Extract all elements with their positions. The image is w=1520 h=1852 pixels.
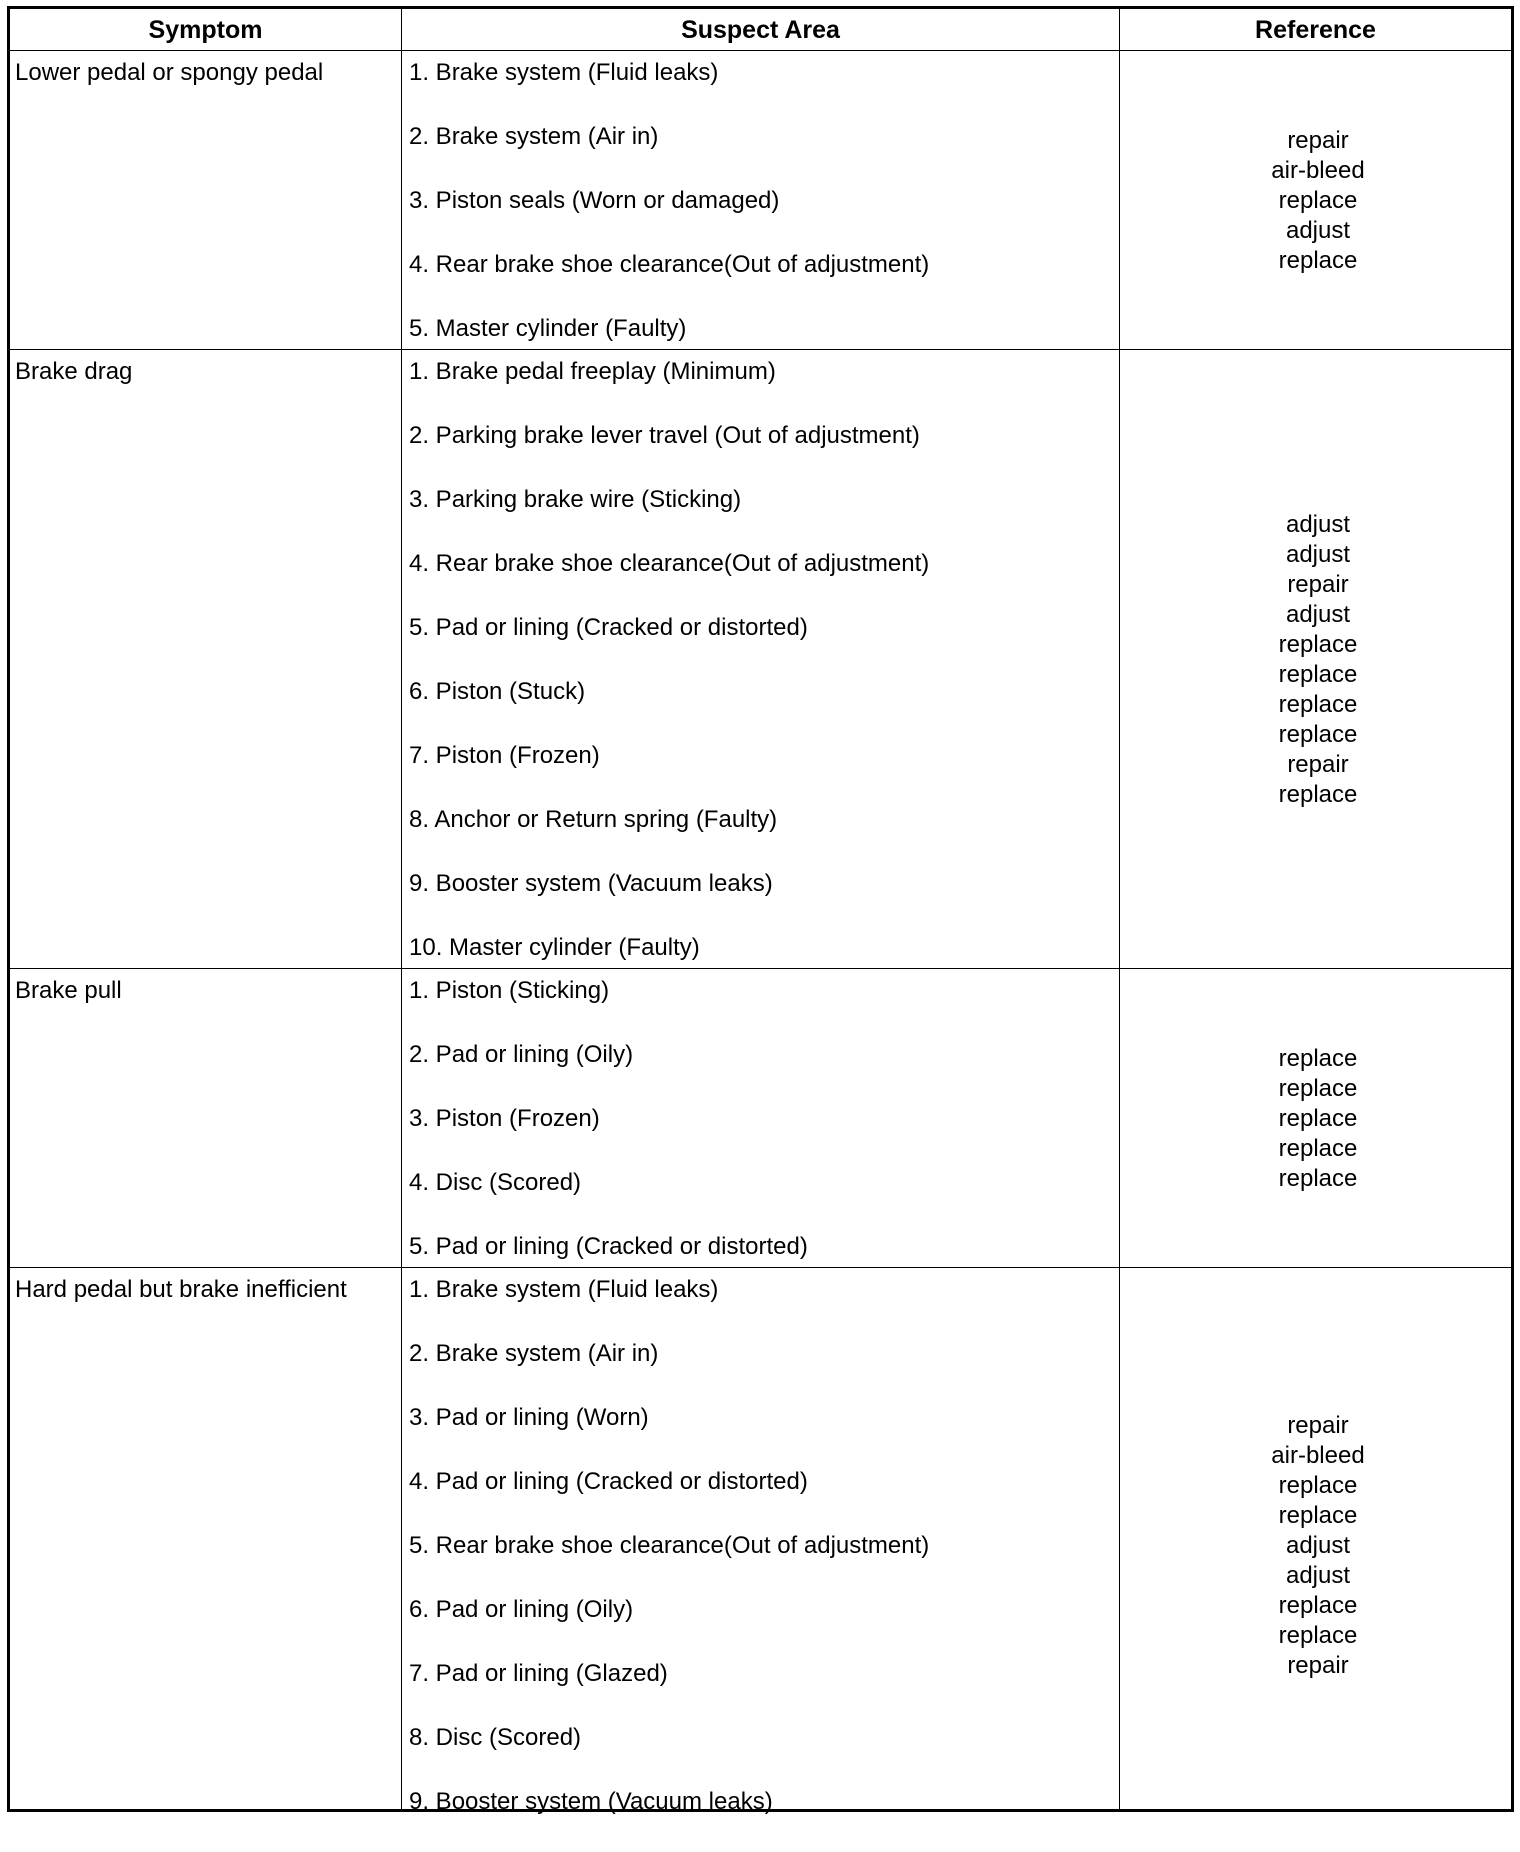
suspect-item: 1. Brake system (Fluid leaks)	[409, 1276, 719, 1303]
column-divider	[401, 9, 402, 1809]
reference-list	[1124, 126, 1512, 276]
reference-item: replace	[1278, 1045, 1358, 1072]
suspect-item: 7. Piston (Frozen)	[409, 742, 600, 769]
reference-list	[1124, 1044, 1512, 1194]
reference-item: replace	[1278, 1622, 1358, 1649]
suspect-item: 3. Parking brake wire (Sticking)	[409, 486, 742, 513]
suspect-item: 2. Pad or lining (Oily)	[409, 1041, 634, 1068]
suspect-list	[409, 1276, 1119, 1852]
suspect-item: 4. Rear brake shoe clearance(Out of adjustment)	[409, 550, 930, 577]
reference-item: adjust	[1285, 511, 1351, 538]
reference-item: adjust	[1285, 1562, 1351, 1589]
reference-list	[1124, 1411, 1512, 1681]
symptom-cell: Hard pedal but brake inefficient	[15, 1276, 347, 1303]
suspect-item: 3. Piston seals (Worn or damaged)	[409, 187, 780, 214]
reference-item: replace	[1278, 661, 1358, 688]
suspect-list	[409, 59, 1119, 379]
suspect-item: 8. Disc (Scored)	[409, 1724, 582, 1751]
reference-item: adjust	[1285, 217, 1351, 244]
reference-item: air-bleed	[1271, 157, 1365, 184]
reference-item: replace	[1278, 1105, 1358, 1132]
symptom-cell: Brake drag	[15, 358, 133, 385]
reference-item: replace	[1278, 1075, 1358, 1102]
suspect-item: 2. Brake system (Air in)	[409, 1340, 659, 1367]
reference-item: replace	[1278, 781, 1358, 808]
reference-item: repair	[1287, 1412, 1349, 1439]
reference-list	[1124, 510, 1512, 810]
reference-item: replace	[1278, 1472, 1358, 1499]
reference-item: adjust	[1285, 541, 1351, 568]
symptom-cell: Brake pull	[15, 977, 122, 1004]
suspect-item: 3. Piston (Frozen)	[409, 1105, 600, 1132]
suspect-item: 7. Pad or lining (Glazed)	[409, 1660, 668, 1687]
reference-item: adjust	[1285, 601, 1351, 628]
reference-item: replace	[1278, 1592, 1358, 1619]
suspect-item: 1. Piston (Sticking)	[409, 977, 610, 1004]
reference-item: replace	[1278, 1165, 1358, 1192]
suspect-item: 3. Pad or lining (Worn)	[409, 1404, 649, 1431]
symptom-cell: Lower pedal or spongy pedal	[15, 59, 324, 86]
suspect-item: 4. Rear brake shoe clearance(Out of adjustment)	[409, 251, 930, 278]
suspect-item: 6. Piston (Stuck)	[409, 678, 586, 705]
suspect-item: 1. Brake system (Fluid leaks)	[409, 59, 719, 86]
suspect-item: 10. Master cylinder (Faulty)	[409, 934, 700, 961]
reference-item: replace	[1278, 631, 1358, 658]
suspect-item: 2. Brake system (Air in)	[409, 123, 659, 150]
header-suspect-area: Suspect Area	[681, 16, 840, 44]
reference-item: air-bleed	[1271, 1442, 1365, 1469]
reference-item: adjust	[1285, 1532, 1351, 1559]
reference-item: repair	[1287, 1652, 1349, 1679]
suspect-item: 5. Master cylinder (Faulty)	[409, 315, 687, 342]
header-reference: Reference	[1255, 16, 1376, 44]
column-divider	[1119, 9, 1120, 1809]
suspect-item: 5. Pad or lining (Cracked or distorted)	[409, 614, 808, 641]
reference-item: replace	[1278, 691, 1358, 718]
reference-item: repair	[1287, 571, 1349, 598]
troubleshooting-table	[7, 6, 1514, 1815]
reference-item: replace	[1278, 721, 1358, 748]
suspect-list	[409, 977, 1119, 1297]
suspect-item: 1. Brake pedal freeplay (Minimum)	[409, 358, 776, 385]
suspect-item: 6. Pad or lining (Oily)	[409, 1596, 634, 1623]
suspect-list	[409, 358, 1119, 998]
suspect-item: 2. Parking brake lever travel (Out of adjustment)	[409, 422, 920, 449]
suspect-item: 8. Anchor or Return spring (Faulty)	[409, 806, 778, 833]
suspect-item: 9. Booster system (Vacuum leaks)	[409, 870, 773, 897]
reference-item: replace	[1278, 247, 1358, 274]
reference-item: replace	[1278, 1135, 1358, 1162]
reference-item: replace	[1278, 1502, 1358, 1529]
header-symptom: Symptom	[148, 16, 263, 44]
suspect-item: 5. Pad or lining (Cracked or distorted)	[409, 1233, 808, 1260]
suspect-item: 4. Disc (Scored)	[409, 1169, 582, 1196]
reference-item: repair	[1287, 127, 1349, 154]
suspect-item: 5. Rear brake shoe clearance(Out of adjustment)	[409, 1532, 930, 1559]
suspect-item: 4. Pad or lining (Cracked or distorted)	[409, 1468, 808, 1495]
reference-item: replace	[1278, 187, 1358, 214]
reference-item: repair	[1287, 751, 1349, 778]
suspect-item: 9. Booster system (Vacuum leaks)	[409, 1788, 773, 1815]
